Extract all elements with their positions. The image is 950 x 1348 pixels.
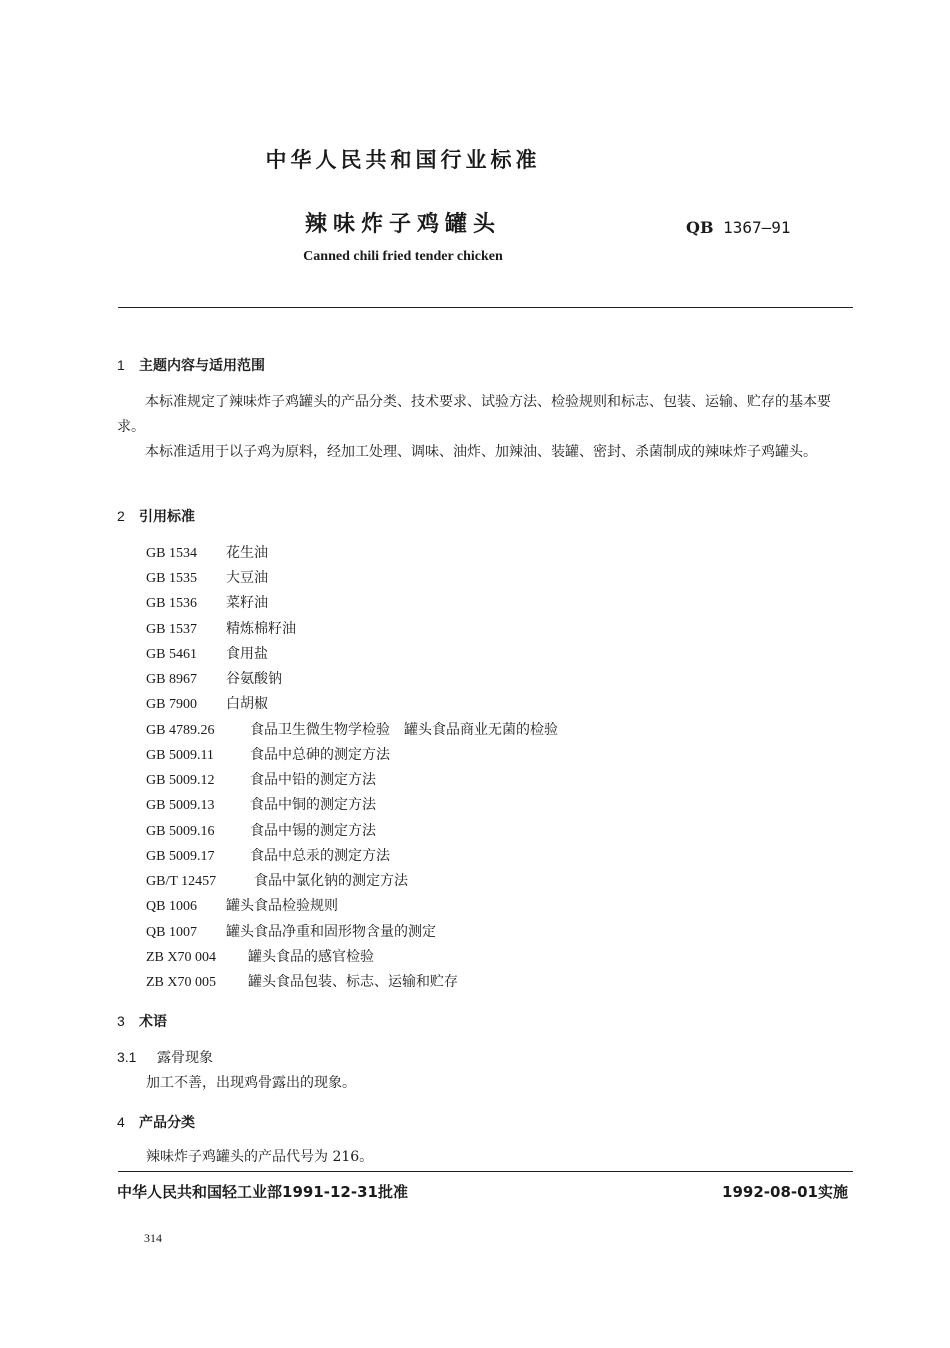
reference-item [146,769,376,789]
reference-code: GB 1535 [146,571,197,586]
subsection-title: 露骨现象 [157,1050,213,1066]
document-title-english: Canned chili fried tender chicken [303,249,503,264]
reference-code: GB 5009.16 [146,824,215,839]
section-title: 产品分类 [139,1115,195,1131]
reference-item [146,820,376,840]
footer-divider [118,1171,853,1172]
reference-item [146,567,268,587]
section-number: 1 [117,357,125,373]
reference-item [146,668,282,688]
reference-item [146,542,268,562]
reference-name: 食品中总砷的测定方法 [250,747,390,763]
reference-name: 食品中铅的测定方法 [250,772,376,788]
approval-statement: 中华人民共和国轻工业部1991-12-31批准 [117,1183,408,1201]
reference-item [146,794,376,814]
reference-name: 花生油 [226,545,268,561]
section-title: 主题内容与适用范围 [139,358,265,374]
reference-name: 食用盐 [226,646,268,662]
reference-item [146,618,296,638]
reference-code: ZB X70 004 [146,950,216,965]
subsection-3-1-text: 加工不善，出现鸡骨露出的现象。 [146,1075,356,1091]
reference-item [146,845,390,865]
section-2-heading [117,506,195,526]
section-1-paragraph-2 [117,440,857,465]
reference-item [146,592,268,612]
document-code-prefix: QB [686,218,714,237]
section-number: 4 [117,1114,125,1130]
reference-name: 罐头食品净重和固形物含量的测定 [226,924,436,940]
reference-code: GB 4789.26 [146,723,215,738]
reference-item [146,921,436,941]
reference-name: 罐头食品包装、标志、运输和贮存 [248,974,458,990]
reference-item [146,895,338,915]
reference-name: 精炼棉籽油 [226,621,296,637]
reference-code: GB 5009.17 [146,849,215,864]
page-number: 314 [144,1231,162,1245]
header-divider [118,307,853,308]
standard-header-title: 中华人民共和国行业标准 [265,148,541,172]
reference-name: 罐头食品的感官检验 [248,949,374,965]
reference-code: GB 5009.12 [146,773,215,788]
reference-code: GB 1536 [146,596,197,611]
reference-name: 菜籽油 [226,595,268,611]
paragraph-text: 本标准适用于以子鸡为原料，经加工处理、调味、油炸、加辣油、装罐、密封、杀菌制成的辣味炸子鸡罐头。 [145,444,817,460]
reference-code: GB 5009.11 [146,748,214,763]
reference-code: GB 1537 [146,622,197,637]
reference-item [146,719,558,739]
document-code-number: 1367—91 [723,218,791,237]
reference-item [146,870,408,890]
implementation-date: 1992-08-01实施 [722,1183,848,1201]
section-1-paragraph-1 [117,390,857,440]
reference-name: 食品中锡的测定方法 [250,823,376,839]
reference-code: GB 5461 [146,647,197,662]
section-number: 2 [117,508,125,524]
section-title: 引用标准 [139,509,195,525]
reference-code: ZB X70 005 [146,975,216,990]
reference-code: GB 5009.13 [146,798,215,813]
reference-name: 食品中总汞的测定方法 [250,848,390,864]
reference-item [146,643,268,663]
document-code [686,218,791,237]
reference-code: QB 1006 [146,899,197,914]
document-title: 辣味炸子鸡罐头 [304,212,501,237]
reference-code: GB 8967 [146,672,197,687]
reference-name: 谷氨酸钠 [226,671,282,687]
reference-name: 白胡椒 [226,696,268,712]
reference-name: 食品中氯化钠的测定方法 [254,873,408,889]
paragraph-text: 本标准规定了辣味炸子鸡罐头的产品分类、技术要求、试验方法、检验规则和标志、包装、运输、贮存的基本要求。 [117,394,831,435]
reference-item [146,693,268,713]
reference-name: 食品卫生微生物学检验 罐头食品商业无菌的检验 [250,722,558,738]
reference-item [146,946,374,966]
reference-code: GB/T 12457 [146,874,217,889]
subsection-number: 3.1 [117,1049,137,1065]
reference-name: 大豆油 [226,570,268,586]
reference-item [146,744,390,764]
reference-code: GB 7900 [146,697,197,712]
section-1-heading [117,355,265,375]
reference-name: 罐头食品检验规则 [226,898,338,914]
section-3-heading [117,1011,167,1031]
section-title: 术语 [139,1014,167,1030]
section-number: 3 [117,1013,125,1029]
reference-item [146,971,458,991]
subsection-3-1-heading [117,1047,213,1067]
section-4-heading [117,1112,195,1132]
section-4-text: 辣味炸子鸡罐头的产品代号为 216。 [146,1149,374,1165]
reference-code: QB 1007 [146,925,197,940]
reference-code: GB 1534 [146,546,197,561]
reference-name: 食品中铜的测定方法 [250,797,376,813]
